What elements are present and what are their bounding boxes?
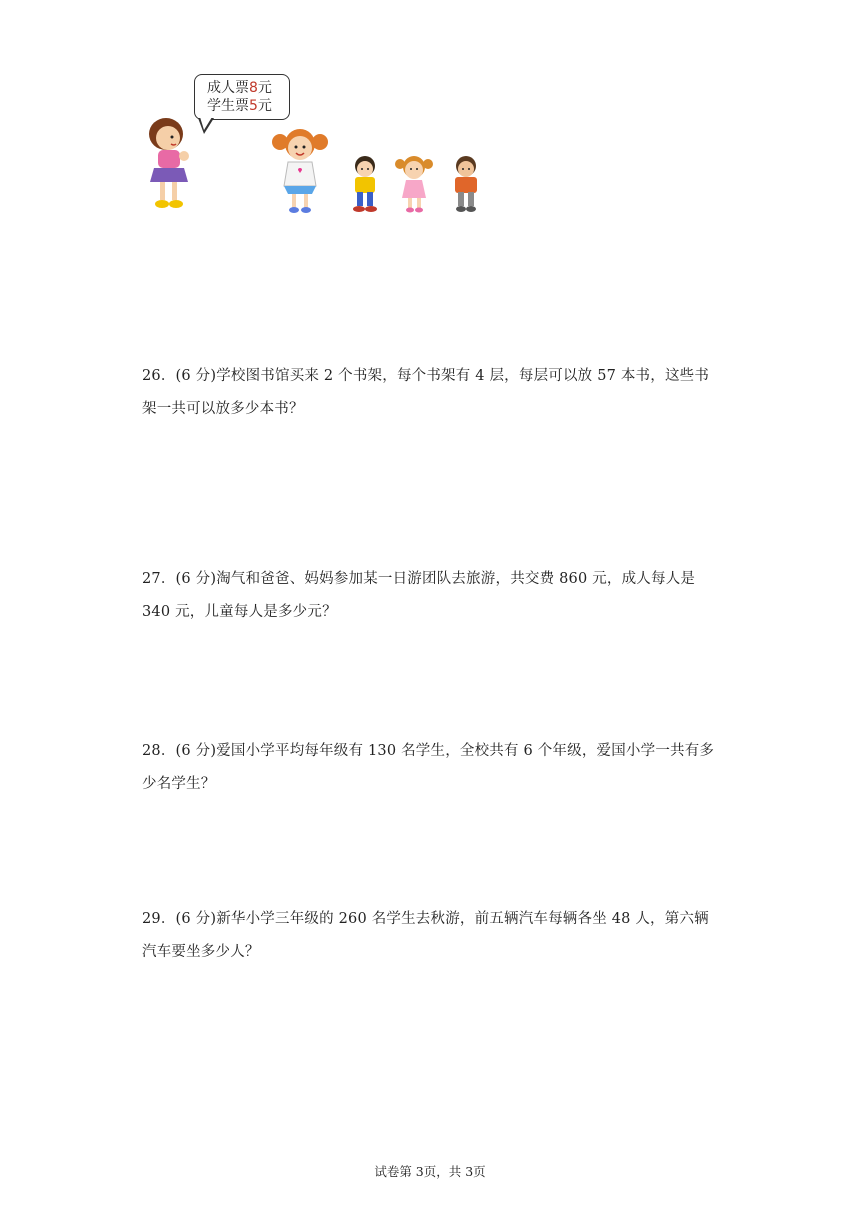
adult-ticket-price: 成人票8元 xyxy=(207,80,272,96)
boy-backpack-figure xyxy=(345,154,385,214)
ticket-price-illustration xyxy=(140,70,500,220)
student-ticket-price: 学生票5元 xyxy=(207,98,272,114)
girl-pink-figure xyxy=(392,154,436,214)
question-29: 29．(6 分)新华小学三年级的 260 名学生去秋游，前五辆汽车每辆各坐 48 人，第六辆汽车要坐多少人？ xyxy=(142,911,709,960)
girl-speaking-figure xyxy=(142,114,204,214)
girl-pigtails-figure xyxy=(270,126,330,216)
question-27: 27．(6 分)淘气和爸爸、妈妈参加某一日游团队去旅游，共交费 860 元，成人每人是 340 元，儿童每人是多少元？ xyxy=(142,571,696,620)
question-26: 26．(6 分)学校图书馆买来 2 个书架，每个书架有 4 层，每层可以放 57 本书，这些书架一共可以放多少本书？ xyxy=(142,368,710,417)
question-28: 28．(6 分)爱国小学平均每年级有 130 名学生，全校共有 6 个年级，爱国小学一共有多少名学生？ xyxy=(142,743,715,792)
speech-bubble xyxy=(194,74,290,120)
boy-orange-figure xyxy=(445,154,487,216)
page-footer: 试卷第 3页，共 3页 xyxy=(374,1164,486,1179)
